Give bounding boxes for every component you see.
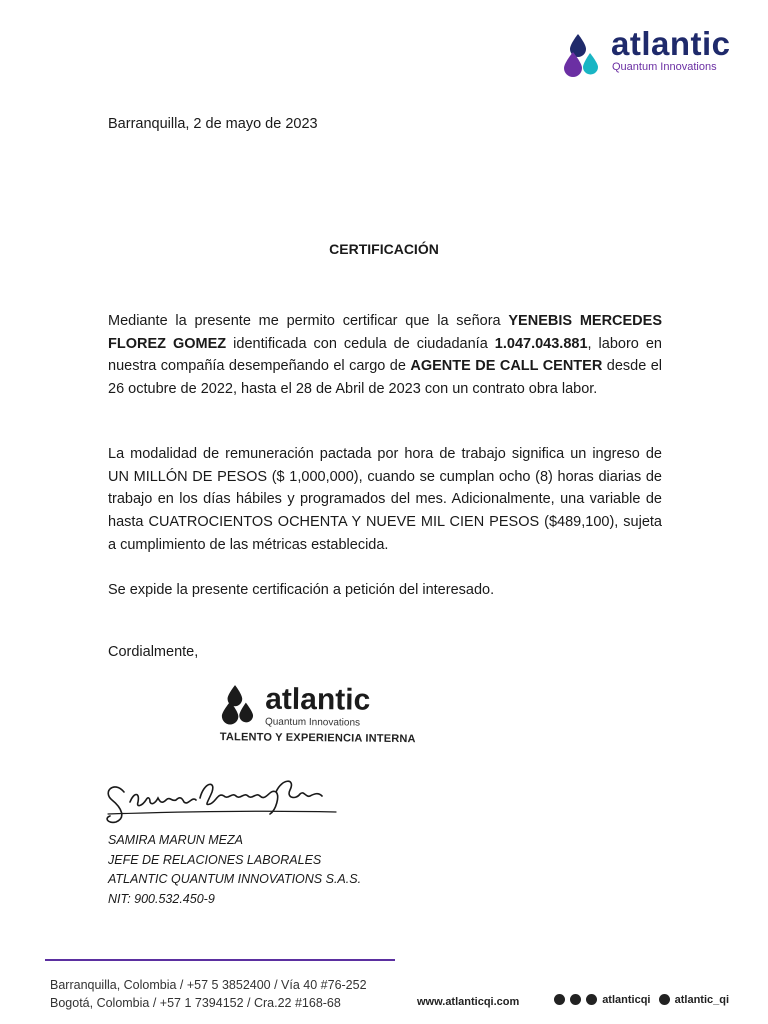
employee-role: AGENTE DE CALL CENTER xyxy=(410,358,603,375)
footer-website[interactable]: www.atlanticqi.com xyxy=(417,996,520,1008)
paragraph-certification xyxy=(108,310,662,401)
p1-text-c: , laboro en nuestra compañía desempeñando el cargo de xyxy=(108,335,662,375)
footer-social xyxy=(554,994,729,1006)
logo-tagline: Quantum Innovations xyxy=(612,61,717,73)
linkedin-icon[interactable] xyxy=(586,994,597,1005)
p1-text-b: identificada con cedula de ciudadanía xyxy=(226,335,495,352)
facebook-icon[interactable] xyxy=(554,994,565,1005)
stamp-drops-icon xyxy=(220,683,264,727)
signatory-company: ATLANTIC QUANTUM INNOVATIONS S.A.S. xyxy=(108,872,362,886)
paragraph-issuance: Se expide la presente certificación a petición del interesado. xyxy=(108,582,495,598)
place-date: Barranquilla, 2 de mayo de 2023 xyxy=(108,116,318,132)
stamp-tagline: Quantum Innovations xyxy=(264,716,361,729)
signatory-position: JEFE DE RELACIONES LABORALES xyxy=(108,852,322,867)
employee-name: YENEBIS MERCEDES FLOREZ GOMEZ xyxy=(108,313,662,352)
closing-salutation: Cordialmente, xyxy=(108,644,199,660)
footer-addresses xyxy=(50,976,367,1012)
signatory-block xyxy=(108,831,361,909)
twitter-icon[interactable] xyxy=(570,994,581,1005)
instagram-icon[interactable] xyxy=(659,994,670,1005)
logo-wordmark: atlantic xyxy=(611,25,731,62)
p1-text-a: Mediante la presente me permito certificar que la señora xyxy=(108,313,509,329)
p1-text-d: desde el 26 octubre de 2022, hasta el 28 de Abril de 2023 con un contrato obra labor. xyxy=(108,358,662,398)
stamp-wordmark: atlantic xyxy=(265,682,371,717)
social-handle-1[interactable]: atlanticqi xyxy=(602,994,651,1006)
footer-address-barranquilla: Barranquilla, Colombia / +57 5 3852400 / Vía 40 #76-252 xyxy=(50,978,367,992)
handwritten-signature xyxy=(100,762,340,830)
stamp-department: TALENTO Y EXPERIENCIA INTERNA xyxy=(219,731,416,746)
footer-divider xyxy=(45,959,395,961)
atlantic-drops-icon xyxy=(562,32,610,80)
company-logo xyxy=(562,25,737,80)
footer-address-bogota: Bogotá, Colombia / +57 1 7394152 / Cra.22 #168-68 xyxy=(50,996,341,1010)
social-handle-2[interactable]: atlantic_qi xyxy=(674,994,730,1006)
document-title: CERTIFICACIÓN xyxy=(329,241,439,257)
employee-id: 1.047.043.881 xyxy=(494,335,588,352)
company-stamp xyxy=(218,681,416,761)
paragraph-remuneration: La modalidad de remuneración pactada por hora de trabajo significa un ingreso de UN MILLÓN DE PESOS ($ 1,000,000), cuando se cumplan ocho (8) horas diarias de trabajo en los días hábiles y programados del mes. Adicionalmente, una variable de hasta CUATROCIENTOS OCHENTA Y NUEVE MIL CIEN PESOS ($489,100), sujeta a cumplimiento de las métricas establecida. xyxy=(108,446,662,553)
signatory-nit: NIT: 900.532.450-9 xyxy=(108,891,215,906)
signatory-name: SAMIRA MARUN MEZA xyxy=(108,833,243,847)
